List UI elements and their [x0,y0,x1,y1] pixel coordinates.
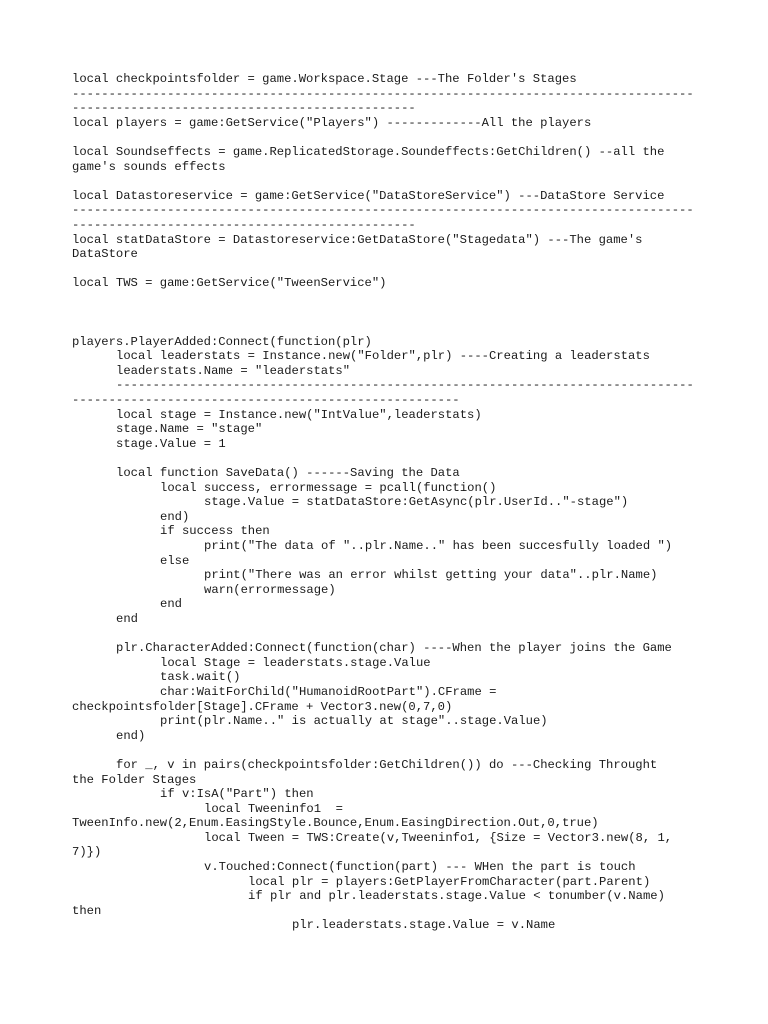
code-line: plr.leaderstats.stage.Value = v.Name [292,918,556,933]
blank-line [72,262,712,277]
code-line: if v:IsA("Part") then [160,787,314,802]
code-line: if plr and plr.leaderstats.stage.Value < tonumber(v.Name) [248,889,665,904]
blank-line [72,291,712,306]
code-line: local Stage = leaderstats.stage.Value [160,655,431,670]
code-line: checkpointsfolder[Stage].CFrame + Vector3.new(0,7,0) [72,699,453,714]
code-line: ----------------------------------------------------- [72,393,460,408]
code-line: for _, v in pairs(checkpointsfolder:GetChildren()) do ---Checking Throught [116,757,658,772]
code-line: if success then [160,524,270,539]
code-line: local stage = Instance.new("IntValue",leaderstats) [116,407,482,422]
blank-line [72,451,712,466]
code-line: the Folder Stages [72,772,197,787]
code-line: then [72,903,102,918]
code-line: task.wait() [160,670,241,685]
code-line: local checkpointsfolder = game.Workspace.Stage ---The Folder's Stages [72,72,577,86]
code-line: ------------------------------------------------------------------------------------- [72,86,694,101]
code-line: plr.CharacterAdded:Connect(function(char) ----When the player joins the Game [116,641,672,656]
code-line: local Datastoreservice = game:GetService("DataStoreService") ---DataStore Service [72,188,665,203]
code-line: end) [160,509,190,524]
code-line: print("The data of "..plr.Name.." has been succesfully loaded ") [204,539,673,553]
code-line: v.Touched:Connect(function(part) --- WHen the part is touch [204,860,636,875]
code-line: else [160,553,190,568]
code-line: local statDataStore = Datastoreservice:GetDataStore("Stagedata") ---The game's [72,232,643,247]
code-line: local TWS = game:GetService("TweenService") [72,276,387,291]
code-line: local plr = players:GetPlayerFromCharacter(part.Parent) [248,874,651,889]
code-line: game's sounds effects [72,159,226,174]
blank-line [72,743,712,758]
blank-line [72,174,712,189]
blank-line [72,306,712,321]
code-line: local Soundseffects = game.ReplicatedStorage.Soundeffects:GetChildren() --all the [72,144,665,159]
code-line: ----------------------------------------------- [72,217,416,232]
blank-line [72,130,712,145]
code-line: end [116,611,138,626]
code-line: ----------------------------------------------- [72,101,416,116]
code-line: ------------------------------------------------------------------------------------- [72,203,694,218]
code-line: local Tweeninfo1 = [204,801,343,816]
code-line: leaderstats.Name = "leaderstats" [116,363,351,378]
code-line: char:WaitForChild("HumanoidRootPart").CFrame = [160,684,497,699]
code-line: print("There was an error whilst getting your data"..plr.Name) [204,568,658,583]
code-line: print(plr.Name.." is actually at stage"..stage.Value) [160,714,548,729]
code-line: end [160,597,182,612]
code-line: local function SaveData() ------Saving the Data [116,466,460,481]
code-line: players.PlayerAdded:Connect(function(plr) [72,334,372,349]
blank-line [72,627,712,642]
code-line: stage.Value = statDataStore:GetAsync(plr.UserId.."-stage") [204,495,629,510]
code-line: ------------------------------------------------------------------------------- [116,378,694,393]
code-line: stage.Value = 1 [116,436,226,451]
code-line: TweenInfo.new(2,Enum.EasingStyle.Bounce,Enum.EasingDirection.Out,0,true) [72,816,599,831]
code-line: local Tween = TWS:Create(v,Tweeninfo1, {Size = Vector3.new(8, 1, [204,830,673,845]
code-line: local leaderstats = Instance.new("Folder",plr) ----Creating a leaderstats [116,349,650,364]
code-line: stage.Name = "stage" [116,422,263,437]
code-line: local success, errormessage = pcall(function() [160,480,497,495]
blank-line [72,320,712,335]
code-line: local players = game:GetService("Players") -------------All the players [72,115,592,130]
code-line: DataStore [72,247,138,262]
code-line: 7)}) [72,845,102,860]
code-line: end) [116,728,146,743]
code-line: warn(errormessage) [204,582,336,597]
code-listing [72,72,712,933]
